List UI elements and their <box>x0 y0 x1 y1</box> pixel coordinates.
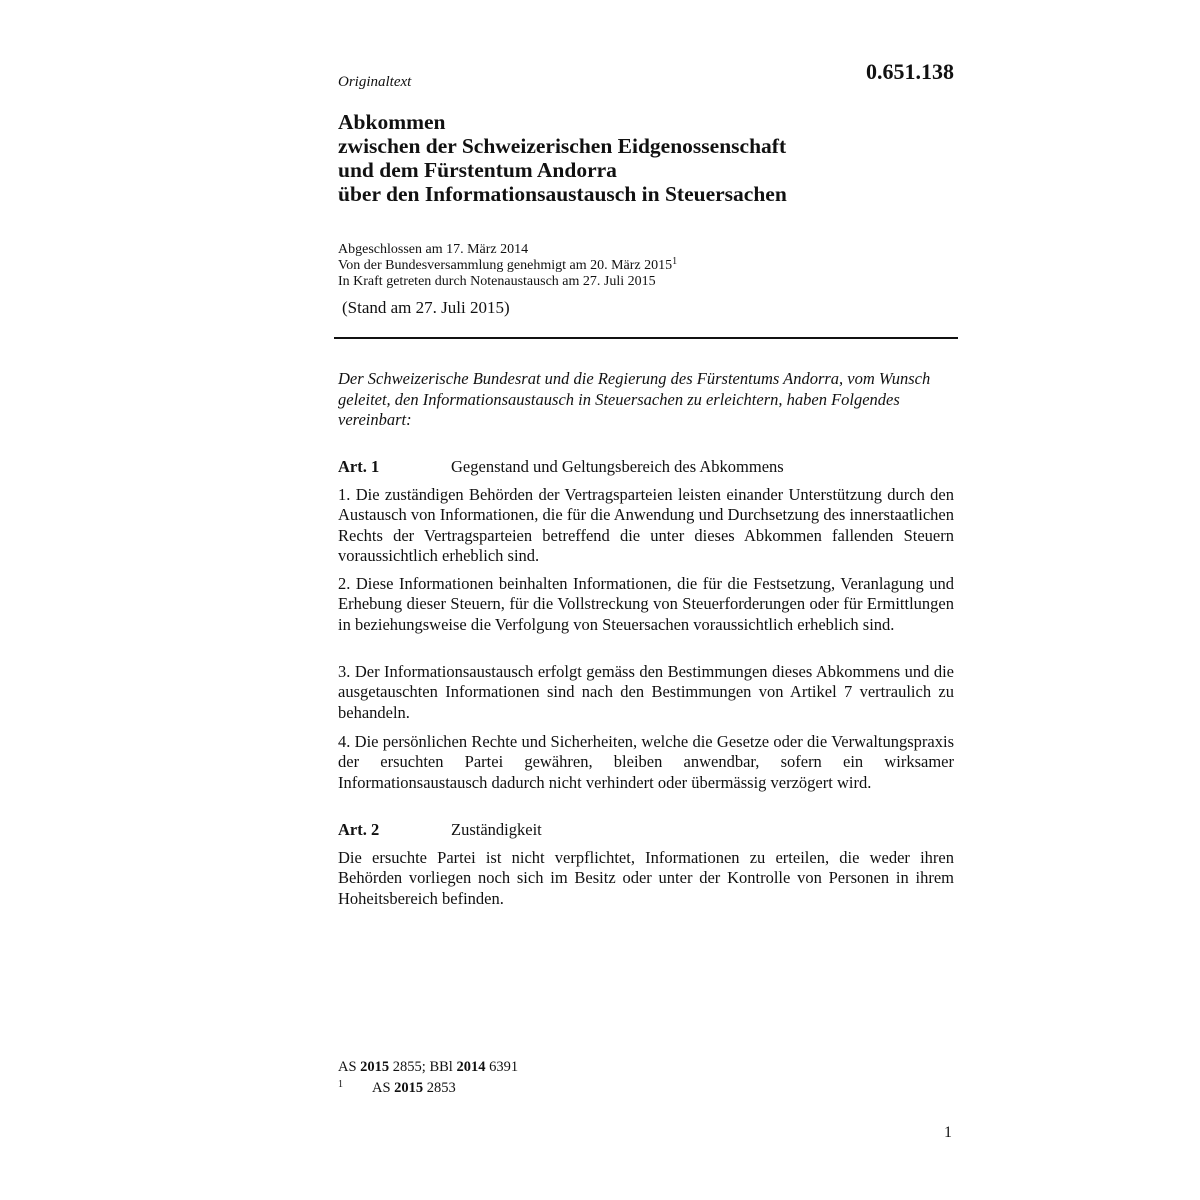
article-1-heading <box>338 457 954 477</box>
citation-year: 2015 <box>360 1059 390 1075</box>
page-number: 1 <box>944 1124 952 1141</box>
footnote-ref: 1 <box>672 256 678 267</box>
footnotes <box>338 1057 954 1100</box>
citation-text: AS <box>372 1080 395 1096</box>
citation-text: 2855; BBl <box>389 1059 457 1075</box>
in-force-date: In Kraft getreten durch Notenaustausch am 27. Juli 2015 <box>338 274 656 289</box>
article-1-paragraph-2: 2. Diese Informationen beinhalten Informationen, die für die Festsetzung, Veranlagung und Erhebung dieser Steuern, für die Vollstreckung von Steuerforderungen oder für Ermittlungen in beziehungsweise die Verfolgung von Steuersachen voraussichtlich erheblich sind. <box>338 574 954 634</box>
article-1-paragraph-1: 1. Die zuständigen Behörden der Vertragsparteien leisten einander Unterstützung durch den Austausch von Informationen, die für die Anwendung und Durchsetzung des innerstaatlichen Rechts der Vertragsparteien betreffend die unter dieses Abkommen fallenden Steuern voraussichtlich erheblich sind. <box>338 485 954 565</box>
title-line: über den Informationsaustausch in Steuersachen <box>338 182 787 206</box>
dates-block <box>338 242 954 290</box>
title-line: zwischen der Schweizerischen Eidgenossenschaft <box>338 134 787 158</box>
title-line: Abkommen <box>338 110 446 134</box>
citation-text: 6391 <box>485 1059 519 1075</box>
article-2-paragraph-1: Die ersuchte Partei ist nicht verpflichtet, Informationen zu erteilen, die weder ihren Behörden vorliegen noch sich im Besitz oder unter der Kontrolle von Personen in ihrem Hoheitsbereich befinden. <box>338 848 954 908</box>
article-title: Gegenstand und Geltungsbereich des Abkommens <box>451 457 784 476</box>
footnote-text <box>372 1078 456 1099</box>
footnote-mark: 1 <box>338 1079 343 1090</box>
concluded-date: Abgeschlossen am 17. März 2014 <box>338 242 529 257</box>
footnote-1 <box>338 1078 954 1100</box>
document-title <box>338 110 954 206</box>
status-date: (Stand am 27. Juli 2015) <box>342 298 510 317</box>
original-text-label: Originaltext <box>338 74 412 90</box>
title-line: und dem Fürstentum Andorra <box>338 158 617 182</box>
citation-year: 2014 <box>456 1059 486 1075</box>
article-1-paragraph-4: 4. Die persönlichen Rechte und Sicherheiten, welche die Gesetze oder die Verwaltungspraxis der ersuchten Partei gewähren, bleiben anwendbar, sofern ein wirksamer Informationsaustausch dadurch nicht verhindert oder übermässig verzögert wird. <box>338 732 954 792</box>
source-citation <box>338 1057 954 1078</box>
preamble: Der Schweizerische Bundesrat und die Regierung des Fürstentums Andorra, vom Wunsch geleitet, den Informationsaustausch in Steuersachen zu erleichtern, haben Folgendes vereinbart: <box>338 369 931 429</box>
sr-number: 0.651.138 <box>866 59 954 84</box>
approved-date-line <box>338 258 954 274</box>
citation-text: AS <box>338 1059 361 1075</box>
citation-year: 2015 <box>394 1080 424 1096</box>
article-1-paragraph-3: 3. Der Informationsaustausch erfolgt gemäss den Bestimmungen dieses Abkommens und die ausgetauschten Informationen sind nach den Bestimmungen von Artikel 7 vertraulich zu behandeln. <box>338 662 954 722</box>
article-number: Art. 2 <box>338 820 380 839</box>
article-2-heading <box>338 820 954 840</box>
article-title: Zuständigkeit <box>451 820 542 839</box>
citation-text: 2853 <box>423 1080 456 1096</box>
approved-date: Von der Bundesversammlung genehmigt am 20. März 2015 <box>338 258 673 273</box>
article-number: Art. 1 <box>338 457 380 476</box>
horizontal-rule <box>334 337 958 339</box>
